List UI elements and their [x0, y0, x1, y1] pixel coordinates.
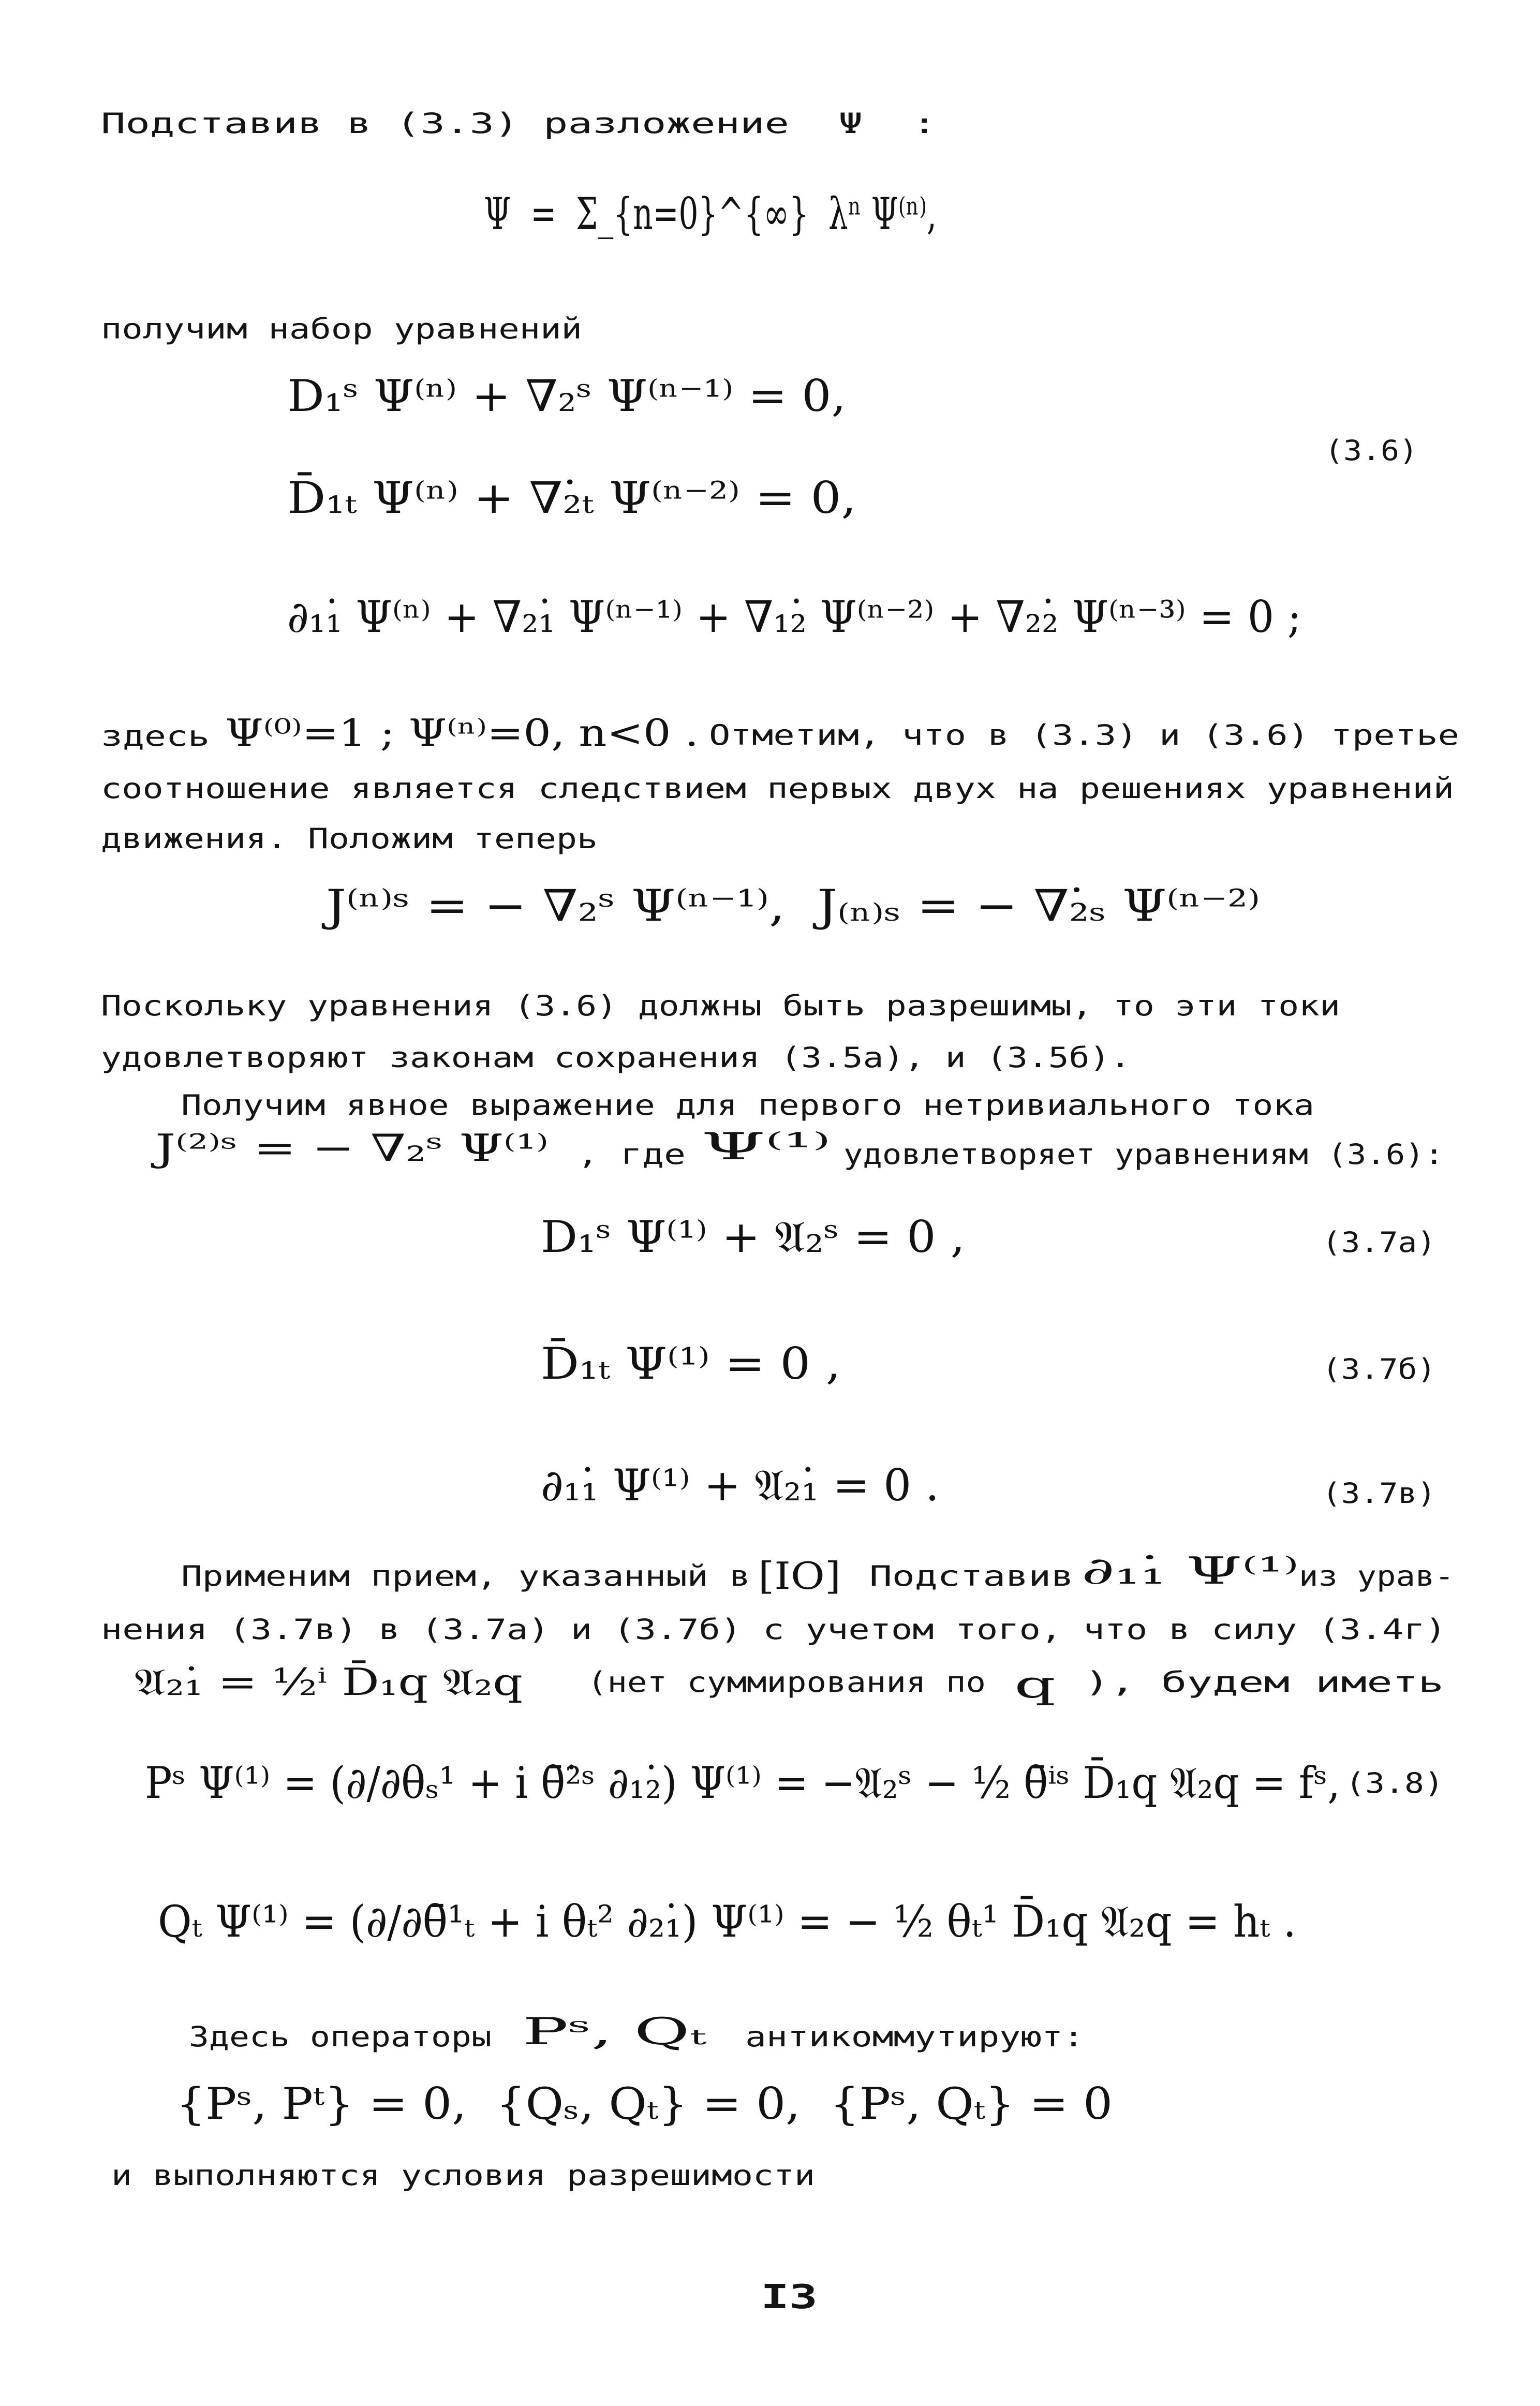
- text-line: (нет суммирования по: [587, 1666, 986, 1699]
- text-line: удовлетворяет уравнениям (3.6):: [843, 1138, 1444, 1171]
- inline-equation: J⁽²⁾ˢ = − ∇₂ˢ Ψ⁽¹⁾: [155, 1126, 549, 1170]
- text-line: Получим явное выражение для первого нетривиального тока: [181, 1089, 1314, 1121]
- inline-equation: ∂₁₁̇ Ψ⁽¹⁾: [1082, 1549, 1299, 1592]
- equation-number: (3.7а): [1322, 1226, 1436, 1259]
- text-line: , где: [577, 1138, 686, 1171]
- text-line: Подставив в (3.3) разложение Ψ :: [101, 107, 937, 140]
- equation-3-7a: D₁ˢ Ψ⁽¹⁾ + 𝔄₂ˢ = 0 ,: [541, 1212, 965, 1262]
- equation-anticommutators: {Pˢ, Pᵗ} = 0, {Qₛ, Qₜ} = 0, {Pˢ, Qₜ} = 0: [176, 2078, 1113, 2129]
- equation-3-7v: ∂₁₁̇ Ψ⁽¹⁾ + 𝔄₂₁̇ = 0 .: [541, 1460, 939, 1511]
- equation-psi-expansion: Ψ = Σ_{n=0}^{∞} λⁿ Ψ⁽ⁿ⁾,: [484, 188, 937, 239]
- text-line: получим набор уравнений: [101, 313, 582, 345]
- equation-number: (3.6): [1325, 434, 1418, 467]
- text-line: Применим прием, указанный в: [181, 1560, 750, 1592]
- inline-equation: q: [1014, 1663, 1056, 1706]
- inline-equation: Pˢ, Qₜ: [523, 2010, 706, 2053]
- text-line: Поскольку уравнения (3.6) должны быть разрешимы, то эти токи: [101, 990, 1340, 1022]
- citation-reference: [IO]: [758, 1554, 841, 1598]
- equation-3-7b: D̄₁ₜ Ψ⁽¹⁾ = 0 ,: [541, 1338, 841, 1389]
- text-line: Здесь операторы: [189, 2020, 492, 2053]
- equation-number: (3.8): [1345, 1767, 1444, 1799]
- inline-equation: 𝔄₂₁̇ = ½ⁱ D̄₁q 𝔄₂q: [135, 1660, 523, 1704]
- text-line: здесь: [101, 719, 210, 752]
- equation-3-6-line-2: D̄₁ₜ Ψ⁽ⁿ⁾ + ∇₂̇ₜ Ψ⁽ⁿ⁻²⁾ = 0,: [287, 473, 856, 523]
- inline-equation: Ψ⁽¹⁾: [701, 1125, 831, 1168]
- text-line: ), будем иметь: [1084, 1666, 1444, 1699]
- equation-currents: J⁽ⁿ⁾ˢ = − ∇₂ˢ Ψ⁽ⁿ⁻¹⁾, J₍ₙ₎ₛ = − ∇₂̇ₛ Ψ⁽ⁿ⁻²⁾: [326, 880, 1260, 931]
- page-number: I3: [761, 2278, 818, 2316]
- equation-3-6-line-1: D₁ˢ Ψ⁽ⁿ⁾ + ∇₂ˢ Ψ⁽ⁿ⁻¹⁾ = 0,: [287, 370, 846, 421]
- equation-number: (3.7б): [1322, 1353, 1436, 1385]
- equation-3-8-line-1: Pˢ Ψ⁽¹⁾ = (∂/∂θₛ¹ + i θ̄²̇ˢ ∂₁₂̇) Ψ⁽¹⁾ = −𝔄₂ˢ − ½ θ̄ⁱˢ D̄₁q 𝔄₂q = fˢ,: [145, 1758, 1340, 1808]
- text-line: удовлетворяют законам сохранения (3.5а), и (3.5б).: [101, 1041, 1131, 1074]
- text-line: Отметим, что в (3.3) и (3.6) третье: [709, 719, 1459, 751]
- text-line: Подставив: [869, 1560, 1074, 1592]
- equation-3-6-line-3: ∂₁₁̇ Ψ⁽ⁿ⁾ + ∇₂₁̇ Ψ⁽ⁿ⁻¹⁾ + ∇₁₂̇ Ψ⁽ⁿ⁻²⁾ + ∇₂₂̇ Ψ⁽ⁿ⁻³⁾ = 0 ;: [287, 592, 1301, 642]
- text-line: движения. Положим теперь: [101, 822, 598, 855]
- text-line: соотношение является следствием первых двух на решениях уравнений: [101, 772, 1454, 805]
- text-line: и выполняются условия разрешимости: [111, 2159, 815, 2192]
- text-line: антикоммутируют:: [745, 2020, 1084, 2053]
- text-line: из урав-: [1299, 1560, 1454, 1592]
- equation-3-8-line-2: Qₜ Ψ⁽¹⁾ = (∂/∂θ̄¹ₜ + i θₜ² ∂₂₁̇) Ψ⁽¹⁾ = − ½ θₜ¹ D̄₁q 𝔄₂q = hₜ .: [158, 1896, 1296, 1947]
- equation-number: (3.7в): [1322, 1477, 1436, 1510]
- inline-equation: Ψ⁽⁰⁾=1 ; Ψ⁽ⁿ⁾=0, n<0 .: [225, 711, 699, 755]
- text-line: нения (3.7в) в (3.7а) и (3.7б) с учетом того, что в силу (3.4г): [101, 1613, 1446, 1646]
